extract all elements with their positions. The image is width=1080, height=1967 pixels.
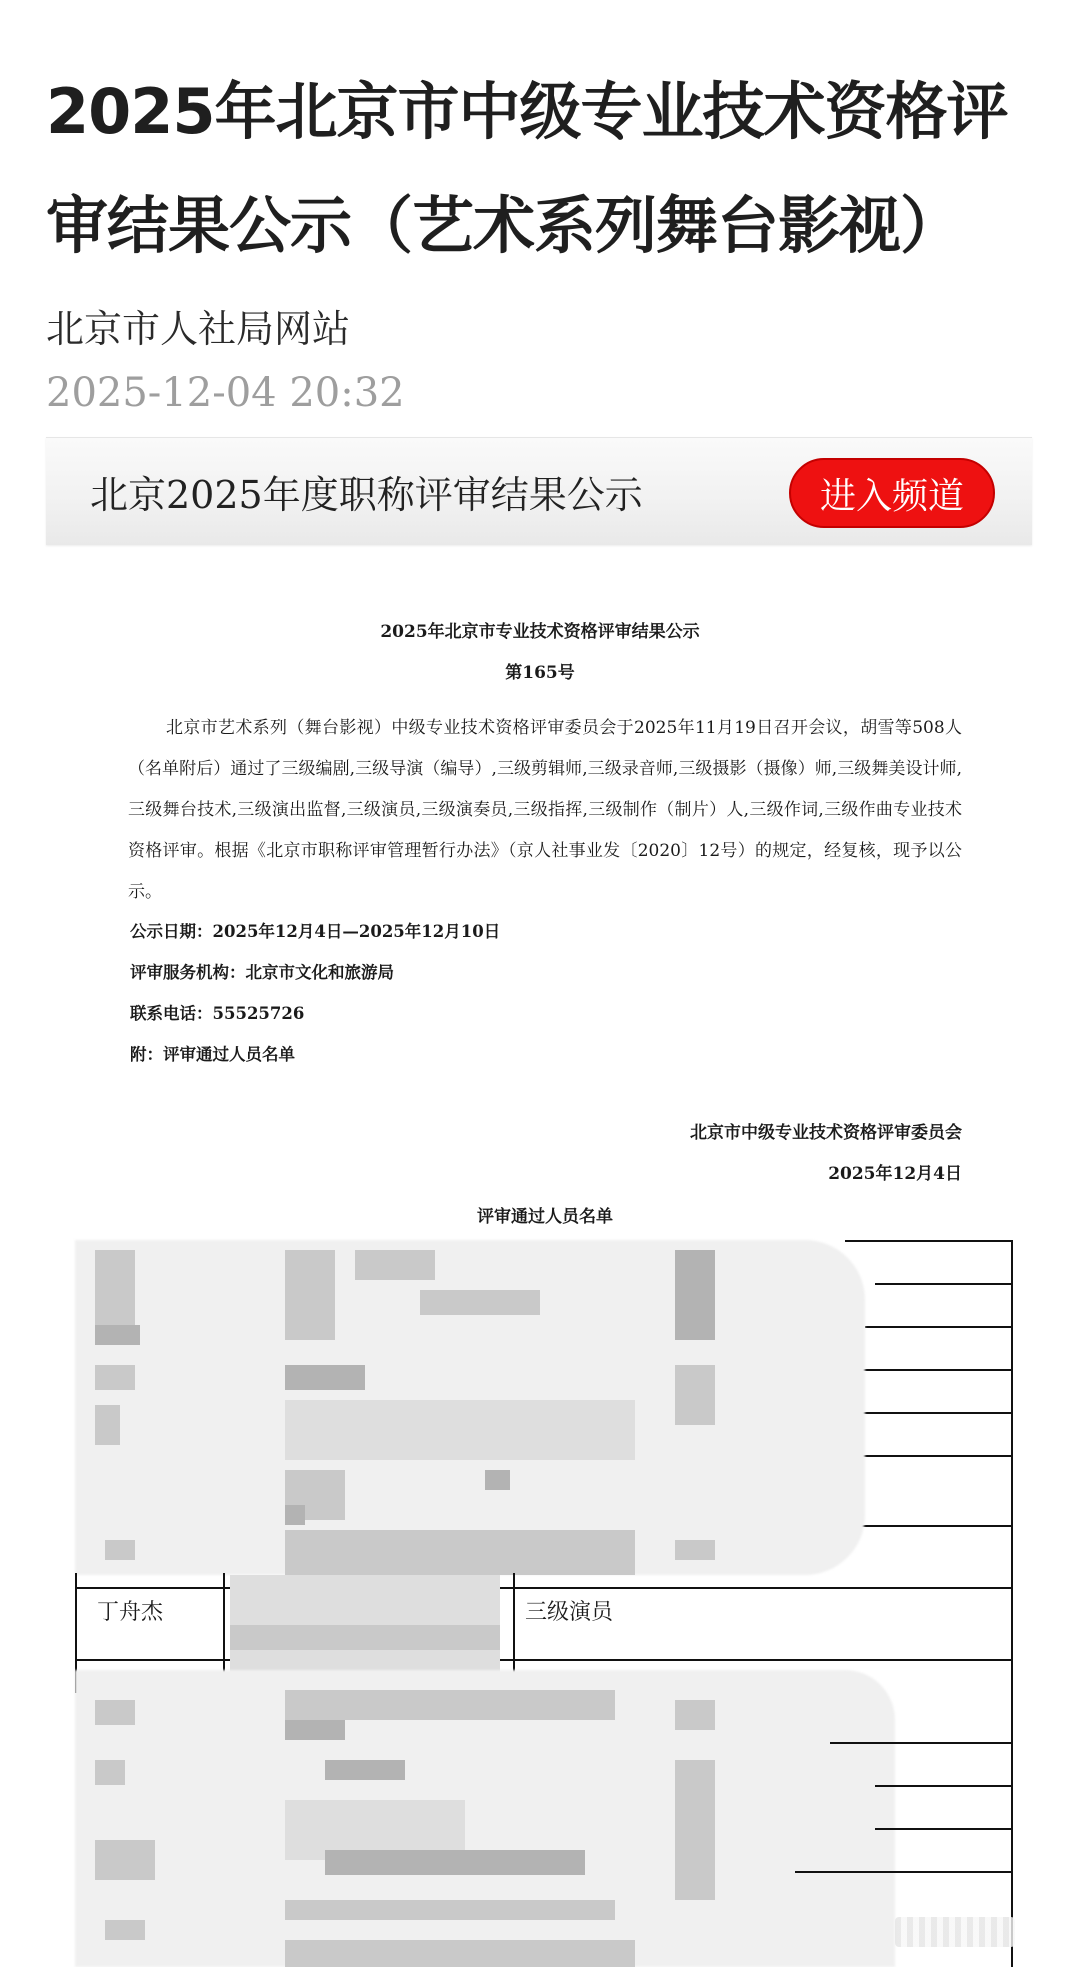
pixel-block (285, 1690, 615, 1720)
row-line (865, 1326, 1013, 1328)
pixel-block (675, 1365, 715, 1425)
pixel-block (95, 1405, 120, 1445)
pixel-block (675, 1250, 715, 1340)
watermark (895, 1917, 1015, 1947)
pixel-block (105, 1920, 145, 1940)
column-line (513, 1573, 515, 1683)
banner-text: 北京2025年度职称评审结果公示 (90, 473, 643, 517)
pixel-block (105, 1540, 135, 1560)
document-number: 第165号 (505, 663, 575, 683)
row-line (875, 1283, 1013, 1285)
enter-channel-button[interactable]: 进入频道 (789, 458, 995, 528)
pixel-block (285, 1900, 615, 1920)
channel-banner[interactable] (46, 437, 1032, 545)
row-line (830, 1742, 1013, 1744)
attachment-note: 附：评审通过人员名单 (130, 1045, 295, 1064)
pixel-block (95, 1840, 155, 1880)
document-title: 2025年北京市专业技术资格评审结果公示 (380, 622, 700, 642)
pixel-block (485, 1470, 510, 1490)
pixel-block (675, 1540, 715, 1560)
pixel-block (285, 1505, 305, 1525)
pixel-block (675, 1760, 715, 1900)
pixel-block (230, 1625, 500, 1650)
pixel-block (95, 1760, 125, 1785)
pixel-block (325, 1850, 585, 1875)
row-line (795, 1871, 1013, 1873)
pixel-block (285, 1720, 345, 1740)
publicity-period: 公示日期：2025年12月4日—2025年12月10日 (130, 922, 501, 941)
pixel-block (285, 1940, 635, 1967)
row-line (875, 1785, 1013, 1787)
cell-name: 丁舟杰 (97, 1600, 164, 1625)
passed-personnel-table (75, 1230, 1015, 1967)
column-line (223, 1573, 225, 1683)
article-source[interactable]: 北京市人社局网站 (46, 307, 351, 351)
article-timestamp: 2025-12-04 20:32 (46, 370, 405, 416)
pixel-block (95, 1700, 135, 1725)
row-line (845, 1369, 1013, 1371)
contact-phone: 联系电话：55525726 (130, 1004, 305, 1023)
review-agency: 评审服务机构：北京市文化和旅游局 (130, 963, 394, 982)
article-title: 2025年北京市中级专业技术资格评审结果公示（艺术系列舞台影视） (46, 75, 1008, 262)
pixel-block (95, 1365, 135, 1390)
row-line (845, 1240, 1013, 1242)
pixel-block (285, 1400, 635, 1460)
pixel-block (285, 1365, 365, 1390)
row-line (75, 1659, 1013, 1661)
row-line (875, 1828, 1013, 1830)
pixel-block (355, 1250, 435, 1280)
pixel-block (325, 1760, 405, 1780)
pixel-block (675, 1700, 715, 1730)
document-body: 北京市艺术系列（舞台影视）中级专业技术资格评审委员会于2025年11月19日召开会议，胡雪等508人（名单附后）通过了三级编剧,三级导演（编导）,三级剪辑师,三级录音师,三级摄影（摄像）师,三级舞美设计师,三级舞台技术,三级演出监督,三级演员,三级演奏员,三级指挥,三级制作（制片）人,三级作词,三级作曲专业技术资格评审。根据《北京市职称评审管理暂行办法》（京人社事业发〔2020〕12号）的规定，经复核，现予以公示。 (128, 718, 962, 902)
row-line (75, 1587, 1013, 1589)
list-title: 评审通过人员名单 (477, 1207, 613, 1227)
pixel-block (285, 1250, 335, 1340)
pixel-block (95, 1325, 140, 1345)
signature-committee: 北京市中级专业技术资格评审委员会 (690, 1123, 962, 1143)
cell-qualification: 三级演员 (525, 1600, 614, 1625)
table-border-right (1011, 1240, 1013, 1967)
pixel-block (420, 1290, 540, 1315)
signature-date: 2025年12月4日 (828, 1164, 962, 1184)
pixel-block (285, 1530, 635, 1575)
